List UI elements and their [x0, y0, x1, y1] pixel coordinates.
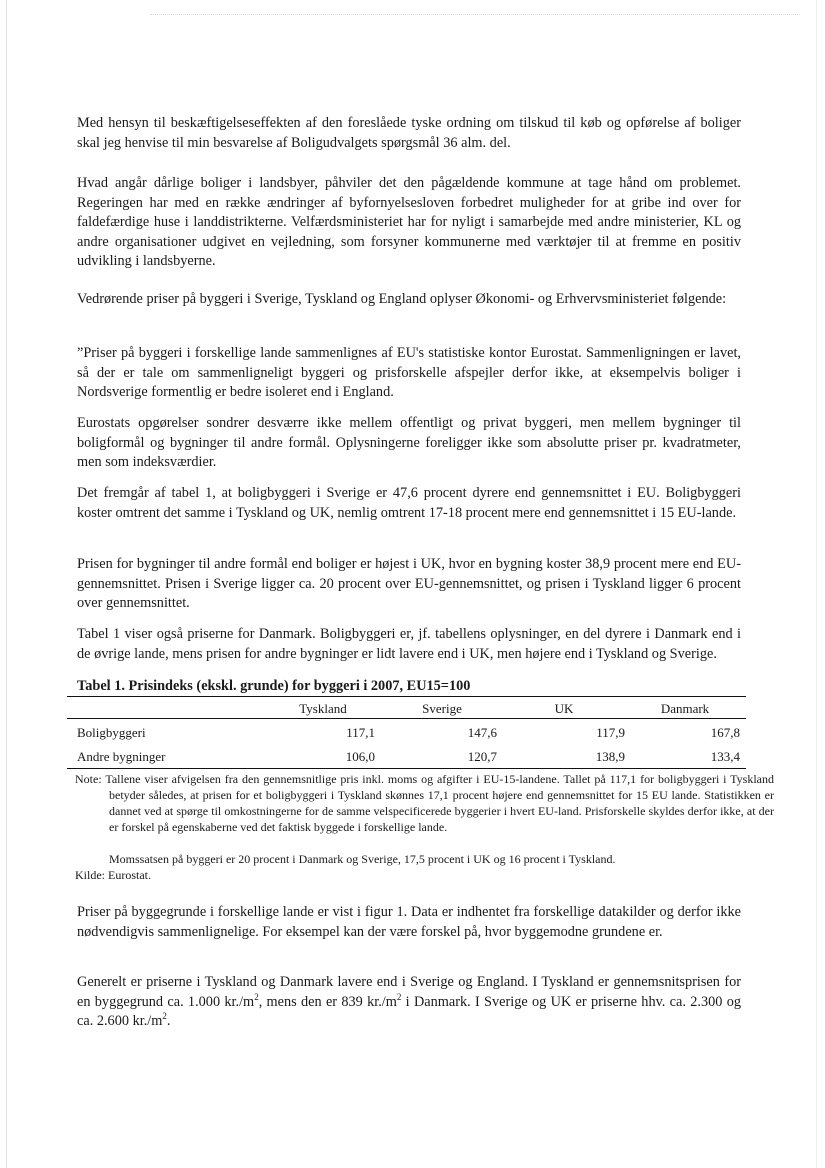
- paragraph-other-buildings: Prisen for bygninger til andre formål end boliger er højest i UK, hvor en bygning koster 38,9 procent mere end EU-gennemsnittet. Prisen i Sverige ligger ca. 20 procent over EU-gennemsnittet, og prisen i Tyskland ligger 6 procent over gennemsnittet.: [77, 556, 741, 611]
- superscript-2: 2: [162, 1011, 167, 1022]
- paragraph-land-prices: Priser på byggegrunde i forskellige lande er vist i figur 1. Data er indhentet fra forskellige datakilder og derfor ikke nødvendigvis sammenlignelige. For eksempel kan der være forskel på, hvor byggemodne grundene er.: [77, 904, 741, 940]
- paragraph-housing-prices: Det fremgår af tabel 1, at boligbyggeri i Sverige er 47,6 procent dyrere end gennemsnittet i EU. Boligbyggeri koster omtrent det samme i Tyskland og UK, nemlig omtrent 17-18 procent mere end gennemsnittet i 15 EU-lande.: [77, 485, 741, 521]
- cell-boligbyggeri-sverige: 147,6: [467, 725, 497, 740]
- table-title: Tabel 1. Prisindeks (ekskl. grunde) for byggeri i 2007, EU15=100: [77, 678, 471, 694]
- row-label-boligbyggeri: Boligbyggeri: [77, 725, 146, 740]
- scan-edge-left: [6, 0, 7, 1168]
- paragraph-village-housing: Hvad angår dårlige boliger i landsbyer, påhviler det den pågældende kommune at tage hånd om problemet. Regeringen har med en række ændringer af byfornyelsesloven forbedret muligheder for at gribe ind over for faldefærdige huse i landdistrikterne. Velfærdsministeriet har for nyligt i samarbejde med andre ministerier, KL og andre organisationer udgivet en vejledning, som forsyner kommunerne med værktøjer til at fremme en positiv udvikling i landsbyerne.: [77, 175, 741, 269]
- cell-boligbyggeri-tyskland: 117,1: [346, 725, 375, 740]
- column-header-danmark: Danmark: [660, 701, 710, 716]
- land-price-text-3: i Danmark. I Sverige og UK er priserne hhv. ca. 2.300 og ca. 2.600 kr./m: [77, 993, 741, 1029]
- cell-andre-sverige: 120,7: [467, 749, 497, 764]
- cell-andre-uk: 138,9: [595, 749, 625, 764]
- superscript-2: 2: [396, 991, 402, 1002]
- paragraph-denmark: Tabel 1 viser også priserne for Danmark. Boligbyggeri er, jf. tabellens oplysninger, en del dyrere i Danmark end i de øvrige lande, mens prisen for andre bygninger er lidt lavere end i UK, men højere end i Tyskland og Sverige.: [77, 626, 741, 662]
- table-rule-header: [67, 718, 746, 719]
- row-label-andre-bygninger: Andre bygninger: [77, 749, 166, 764]
- table-note-vat: Momssatsen på byggeri er 20 procent i Danmark og Sverige, 17,5 procent i UK og 16 procent i Tyskland.: [109, 852, 616, 866]
- cell-boligbyggeri-uk: 117,9: [596, 725, 625, 740]
- superscript-2: 2: [254, 991, 259, 1002]
- paragraph-employment: Med hensyn til beskæftigelseseffekten af den foreslåede tyske ordning om tilskud til køb og opførelse af boliger skal jeg henvise til min besvarelse af Boligudvalgets spørgsmål 36 alm. del.: [77, 115, 741, 151]
- land-price-text-2: , mens den er 839 kr./m: [258, 993, 397, 1010]
- column-header-sverige: Sverige: [422, 701, 462, 716]
- table-source: Kilde: Eurostat.: [75, 868, 151, 882]
- scan-artifact-dots: [150, 14, 800, 16]
- paragraph-eurostat-method: Eurostats opgørelser sondrer desværre ikke mellem offentligt og privat byggeri, men mellem bygninger til boligformål og bygninger til andre formål. Oplysningerne foreligger ikke som absolutte priser pr. kvadratmeter, men som indeksværdier.: [77, 415, 741, 470]
- table-rule-bottom: [67, 768, 746, 769]
- cell-andre-danmark: 133,4: [710, 749, 740, 764]
- paragraph-land-price-comparison: [77, 973, 741, 1032]
- scan-edge-right: [816, 0, 817, 1168]
- table-note: Note: Tallene viser afvigelsen fra den gennemsnitlige pris inkl. moms og afgifter i EU-15-landene. Tallet på 117,1 for boligbyggeri i Tyskland betyder således, at prisen for et boligbyggeri i Tyskland skønnes 17,1 procent højere end gennemsnittet for 15 EU lande. Statistikken er dannet ved at spørge til omkostningerne for de samme velspecificerede byggerier i hvert EU-land. Prisforskelle skyldes derfor ikke, at der er forskel på egenskaberne ved det faktisk byggede i forskellige lande.: [75, 772, 774, 834]
- land-price-text-4: .: [166, 1013, 171, 1029]
- paragraph-prices-intro: Vedrørende priser på byggeri i Sverige, Tyskland og England oplyser Økonomi- og Erhvervsministeriet følgende:: [77, 291, 727, 307]
- cell-boligbyggeri-danmark: 167,8: [710, 725, 740, 740]
- land-price-text-1: Generelt er priserne i Tyskland og Danmark lavere end i Sverige og England. I Tyskland er gennemsnitsprisen for en byggegrund ca. 1.000 kr./m: [77, 974, 741, 1010]
- cell-andre-tyskland: 106,0: [345, 749, 375, 764]
- table-rule-top: [67, 696, 746, 697]
- paragraph-eurostat-quote: ”Priser på byggeri i forskellige lande sammenlignes af EU's statistiske kontor Eurostat. Sammenligningen er lavet, så der er tale om sammenligneligt byggeri og prisforskelle afspejler derfor ikke, at eksempelvis boliger i Nordsverige formentlig er bedre isoleret end i England.: [77, 345, 741, 400]
- column-header-tyskland: Tyskland: [299, 701, 347, 716]
- column-header-uk: UK: [554, 701, 574, 716]
